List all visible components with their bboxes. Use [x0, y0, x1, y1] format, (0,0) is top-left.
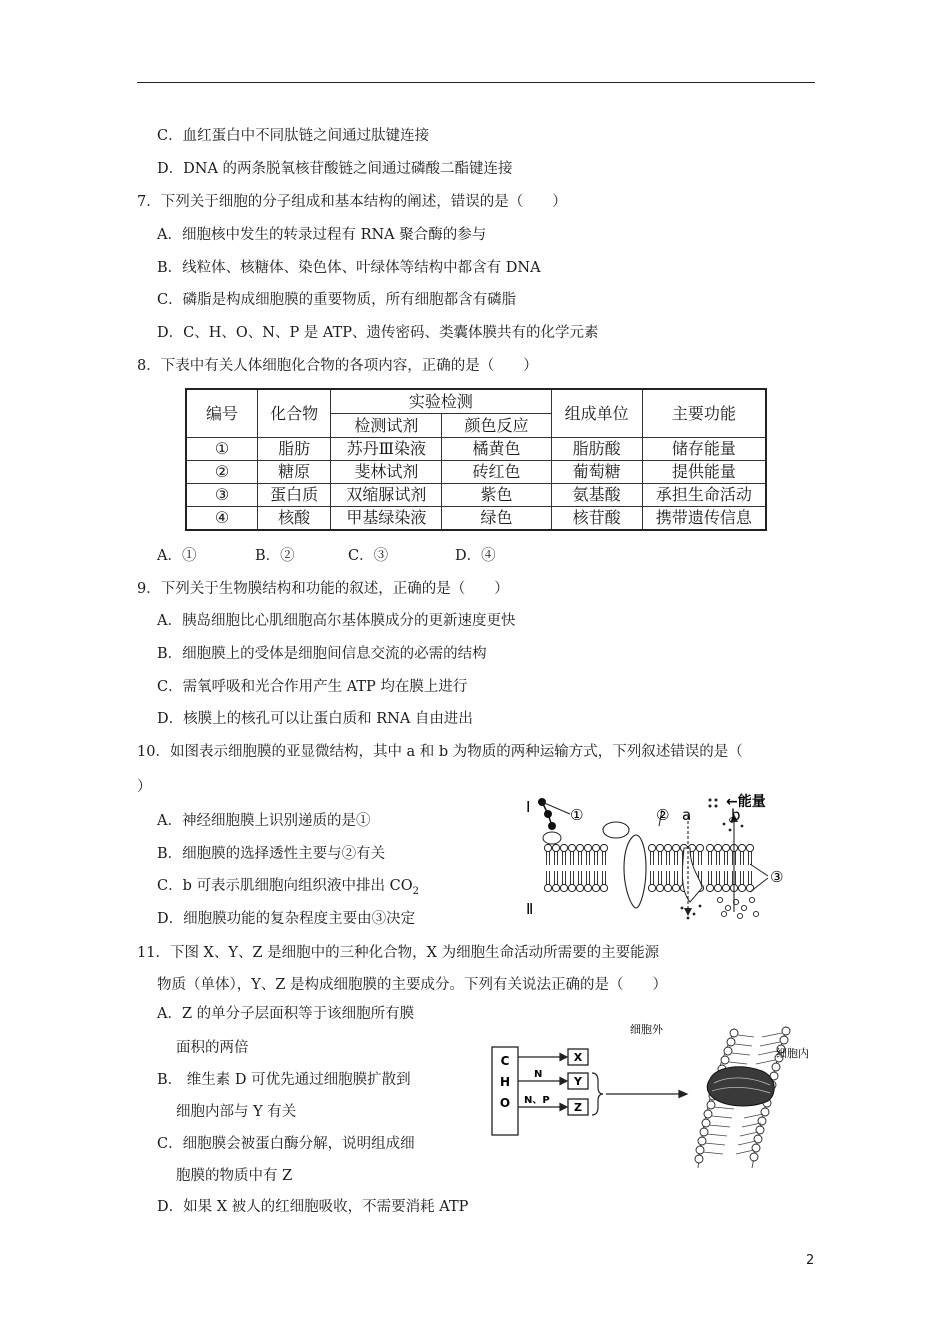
cell-number: ② — [186, 461, 258, 484]
q9-option-d: D．核膜上的核孔可以让蛋白质和 RNA 自由进出 — [157, 711, 473, 727]
label-np: N、P — [524, 1095, 550, 1106]
q10-option-d: D．细胞膜功能的复杂程度主要由③决定 — [157, 911, 416, 927]
label-I: Ⅰ — [526, 798, 531, 816]
label-3: ③ — [770, 868, 784, 886]
q10-option-b: B．细胞膜的选择透性主要与②有关 — [157, 846, 386, 862]
membrane-transport-figure — [512, 790, 812, 922]
q10-option-c-text: C．b 可表示肌细胞向组织液中排出 CO — [157, 878, 413, 894]
label-a: a — [682, 806, 692, 824]
q11-stem-line-2: 物质（单体），Y、Z 是构成细胞膜的主要成分。下列有关说法正确的是（ ） — [157, 977, 668, 993]
q9-stem: 9．下列关于生物膜结构和功能的叙述，正确的是（ ） — [137, 581, 509, 597]
q10-option-a: A．神经细胞膜上识别递质的是① — [157, 813, 371, 829]
q11-option-b: B． 维生素 D 可优先通过细胞膜扩散到 — [157, 1072, 411, 1088]
q7-option-b: B．线粒体、核糖体、染色体、叶绿体等结构中都含有 DNA — [157, 260, 541, 276]
q10-stem-end: ） — [137, 779, 152, 795]
q9-option-c: C．需氧呼吸和光合作用产生 ATP 均在膜上进行 — [157, 679, 468, 695]
compound-membrane-figure — [490, 1015, 820, 1170]
cell-unit: 葡萄糖 — [551, 461, 642, 484]
q7-option-a: A．细胞核中发生的转录过程有 RNA 聚合酶的参与 — [157, 227, 487, 243]
q7-option-d: D．C、H、O、N、P 是 ATP、遗传密码、类囊体膜共有的化学元素 — [157, 325, 599, 341]
label-inside: 细胞内 — [776, 1047, 809, 1060]
cell-unit: 核苷酸 — [551, 506, 642, 530]
element-o: O — [499, 1096, 511, 1110]
q10-option-c — [157, 876, 419, 902]
header-number: 编号 — [186, 389, 258, 438]
cell-compound: 蛋白质 — [258, 483, 331, 506]
cell-function: 提供能量 — [642, 461, 766, 484]
cell-reagent: 双缩脲试剂 — [331, 483, 442, 506]
cell-function: 携带遗传信息 — [642, 506, 766, 530]
page-number: 2 — [806, 1253, 815, 1268]
cell-function: 储存能量 — [642, 438, 766, 461]
to-membrane-arrow — [606, 1091, 687, 1098]
cell-unit: 氨基酸 — [551, 483, 642, 506]
cell-unit: 脂肪酸 — [551, 438, 642, 461]
q8-stem: 8．下表中有关人体细胞化合物的各项内容，正确的是（ ） — [137, 358, 538, 374]
q6-option-c: C．血红蛋白中不同肽链之间通过肽键连接 — [157, 128, 430, 144]
cell-color: 砖红色 — [442, 461, 551, 484]
header-experiment: 实验检测 — [331, 389, 551, 414]
cell-color: 紫色 — [442, 483, 551, 506]
header-rule — [137, 82, 815, 83]
header-reagent: 检测试剂 — [331, 414, 442, 438]
q8-option-b: B．② — [255, 548, 295, 564]
header-function: 主要功能 — [642, 389, 766, 438]
label-energy: ←能量 — [726, 794, 766, 810]
q7-option-c: C．磷脂是构成细胞膜的重要物质，所有细胞都含有磷脂 — [157, 292, 517, 308]
phospholipid-upper-row — [544, 844, 753, 865]
table-row — [186, 483, 766, 506]
cell-function: 承担生命活动 — [642, 483, 766, 506]
header-color: 颜色反应 — [442, 414, 551, 438]
q11-option-b-cont: 细胞内部与 Y 有关 — [176, 1104, 297, 1120]
table-row — [186, 461, 766, 484]
cell-number: ③ — [186, 483, 258, 506]
compound-x: X — [573, 1051, 583, 1064]
label-1: ① — [570, 806, 584, 824]
q11-option-c: C．细胞膜会被蛋白酶分解，说明组成细 — [157, 1136, 415, 1152]
cell-compound: 脂肪 — [258, 438, 331, 461]
q11-option-d: D．如果 X 被人的红细胞吸收，不需要消耗 ATP — [157, 1199, 469, 1215]
q9-option-b: B．细胞膜上的受体是细胞间信息交流的必需的结构 — [157, 646, 487, 662]
q11-option-c-cont: 胞膜的物质中有 Z — [176, 1168, 293, 1184]
compound-table — [185, 388, 767, 531]
header-compound: 化合物 — [258, 389, 331, 438]
q11-option-a: A．Z 的单分子层面积等于该细胞所有膜 — [157, 1006, 415, 1022]
brace — [592, 1073, 603, 1115]
label-2: ② — [656, 806, 670, 824]
cell-color: 绿色 — [442, 506, 551, 530]
compound-z: Z — [574, 1101, 582, 1114]
header-unit: 组成单位 — [551, 389, 642, 438]
label-b: b — [731, 806, 741, 824]
carrier-protein — [682, 848, 702, 902]
table-row — [186, 438, 766, 461]
table-row — [186, 506, 766, 530]
q8-option-d: D．④ — [455, 548, 496, 564]
label-outside: 细胞外 — [630, 1023, 663, 1036]
q10-stem: 10．如图表示细胞膜的亚显微结构，其中 a 和 b 为物质的两种运输方式，下列叙述错误的是（ — [137, 744, 743, 760]
q11-stem-line-1: 11．下图 X、Y、Z 是细胞中的三种化合物，X 为细胞生命活动所需要的主要能源 — [137, 945, 660, 961]
q6-option-d: D．DNA 的两条脱氧核苷酸链之间通过磷酸二酯键连接 — [157, 161, 513, 177]
compound-y: Y — [574, 1075, 582, 1088]
small-circles — [717, 818, 758, 919]
subscript-two: 2 — [412, 885, 419, 897]
q8-option-a: A．① — [157, 548, 197, 564]
glycoprotein-1 — [538, 798, 570, 844]
q8-option-c: C．③ — [348, 548, 389, 564]
phospholipid-lower-row — [544, 871, 753, 892]
cell-compound: 核酸 — [258, 506, 331, 530]
q9-option-a: A．胰岛细胞比心肌细胞高尔基体膜成分的更新速度更快 — [157, 613, 516, 629]
cell-color: 橘黄色 — [442, 438, 551, 461]
cell-reagent: 甲基绿染液 — [331, 506, 442, 530]
q11-option-a-cont: 面积的两倍 — [176, 1040, 249, 1056]
element-h: H — [499, 1075, 511, 1089]
cell-number: ① — [186, 438, 258, 461]
cell-number: ④ — [186, 506, 258, 530]
cell-reagent: 苏丹Ⅲ染液 — [331, 438, 442, 461]
element-c: C — [500, 1054, 510, 1068]
label-n: N — [534, 1069, 543, 1080]
q7-stem: 7．下列关于细胞的分子组成和基本结构的阐述，错误的是（ ） — [137, 194, 567, 210]
cell-reagent: 斐林试剂 — [331, 461, 442, 484]
cell-compound: 糖原 — [258, 461, 331, 484]
label-II: Ⅱ — [526, 900, 534, 918]
transport-b-arrow — [730, 814, 738, 912]
